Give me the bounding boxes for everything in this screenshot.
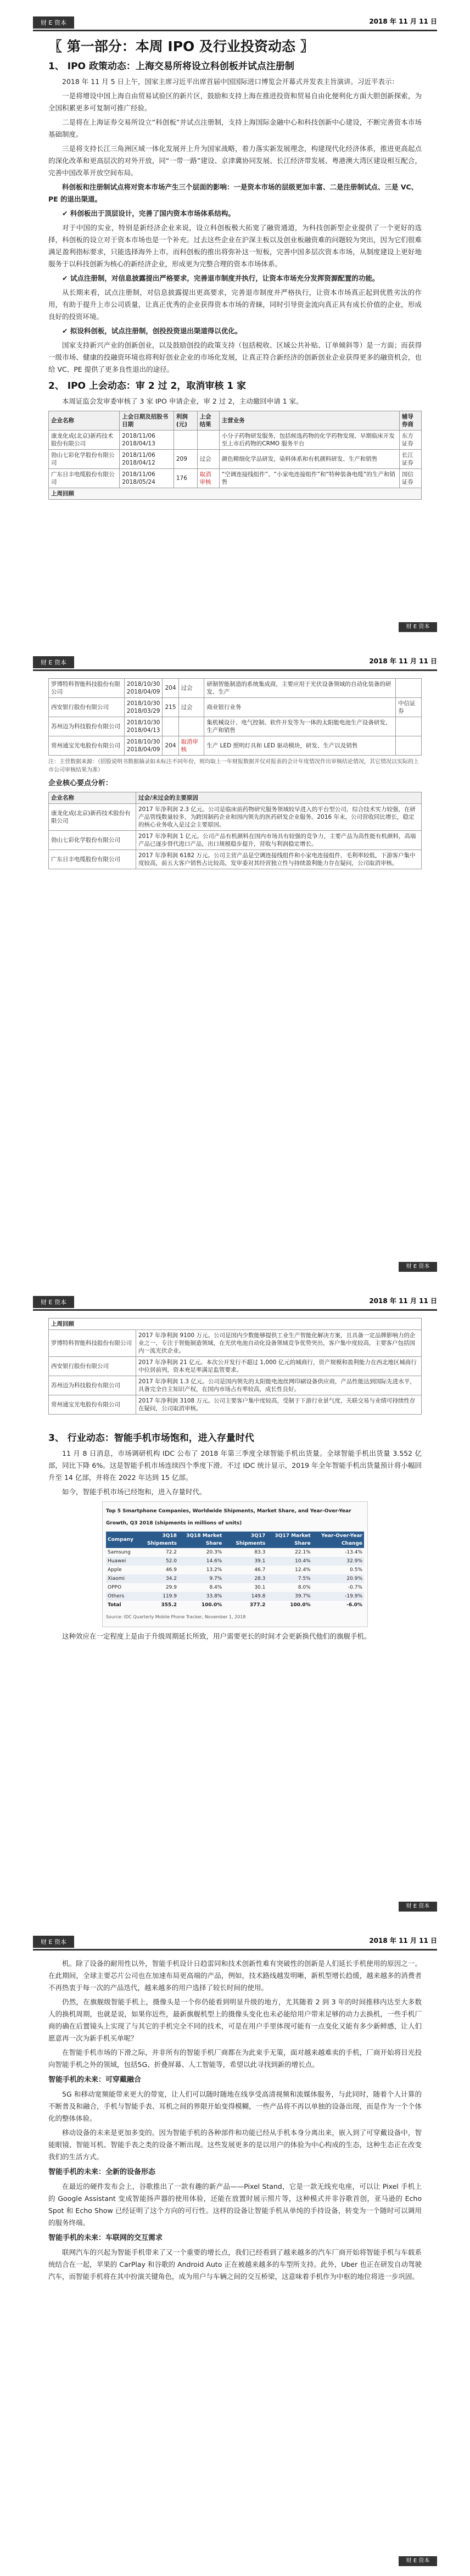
cell-broker bbox=[396, 717, 422, 736]
cell-company: 康龙化成(北京)新药技术股份有限公司 bbox=[49, 804, 136, 831]
table-row bbox=[49, 850, 422, 869]
future-heading: 智能手机的未来：可穿戴融合 bbox=[48, 2076, 142, 2084]
page-footer: 财 E 资本 bbox=[399, 1262, 437, 1272]
page-footer: 财 E 资本 bbox=[399, 2556, 437, 2566]
cell-date: 2018/10/30 2018/04/13 bbox=[124, 717, 163, 736]
policy-paragraph: 从长期来看，试点注册制，对信息披露提出更高要求，完善退市制度并严格执行，让资本市场真正起到优胜劣汰的作用，有助于提升上市公司质量，让真正优秀的企业获得资本市场的青睐，同时引导资金流向真正具有成长价值的企业，形成良好的投资环境。 bbox=[48, 288, 422, 321]
cell: 72.2 bbox=[165, 1550, 177, 1555]
page-4-content bbox=[48, 1958, 422, 2285]
future-heading: 智能手机的未来：车联网的交互需求 bbox=[48, 2234, 163, 2242]
cell: 52.0 bbox=[135, 1557, 178, 1566]
col-header: 上会日期及招股书日期 bbox=[120, 411, 174, 431]
cell-result: 过会 bbox=[197, 450, 219, 469]
table-row bbox=[49, 1376, 422, 1395]
cell: 39.7% bbox=[267, 1592, 312, 1601]
table-row bbox=[49, 717, 422, 736]
policy-paragraph: 对于中国的实业，特别是新经济企业来说，设立科创板极大拓宽了融资通道，为科技创新型企业提供了一个更好的选择，科创板的设立对于资本市场也是一个补充。过去这些企业在沪深主板以及创业板融资难的问题较为突出，因为它们很难满足盈利指标要求，只能选择海外上市。而科创板的推出将弥补这一短板，完善中国多层次资本市场，从制度建设上更好地服务于以科技创新为核心的新经济企业，形成更为完整合理的资本市场体系。 bbox=[48, 223, 422, 268]
cell-name: 罗博特科智能科技股份有限公司 bbox=[49, 679, 125, 698]
cell-profit: 215 bbox=[163, 698, 178, 717]
header-logo: 财 E 资本 bbox=[33, 16, 74, 29]
cell: Samsung bbox=[108, 1550, 131, 1555]
cell-result: 过会 bbox=[178, 679, 204, 698]
ipo-table-2 bbox=[48, 678, 422, 756]
cell-biz: “空调连接线组件”、“小家电连接组件”和“特种装备电缆”的生产和销售 bbox=[219, 469, 399, 488]
cell-broker: 国信证券 bbox=[399, 469, 421, 488]
cell-profit: 176 bbox=[174, 469, 197, 488]
table-row bbox=[49, 1395, 422, 1415]
col-header: 过会/未过会的主要原因 bbox=[136, 792, 422, 804]
idc-source: Source: IDC Quarterly Mobile Phone Tracker, November 1, 2018 bbox=[106, 1614, 246, 1619]
cell: 119.9 bbox=[135, 1592, 178, 1601]
cell: OPPO bbox=[108, 1585, 122, 1590]
industry-paragraph: 机。除了设备的耐用性以外，智能手机设计日趋雷同和技术创新性难有突破性的创新是人们延长手机使用的原因之一。在此期间，全球主要芯片公司也在加速布局更高端的产品，例如，技术路线越发明晰，新机型增长趋缓，越来越多的消费者不再热衷于每一次的产品迭代，越来越多的用户选择了较长时间的使用。 bbox=[48, 1959, 422, 1992]
cell: 29.9 bbox=[165, 1585, 177, 1590]
ipo-table bbox=[48, 411, 422, 500]
industry-paragraph: 移动设备的未来是更加多变的。因为智能手机的各种部件和功能已经从手机本身分离出来，嵌入到了可穿戴设备中，智能眼镜、智能耳机、智能手表之类的设备不断出现。这些发展更多的是以用户的体验为中心构成的生态，这种生态正在改变我们的生活方式。 bbox=[48, 2128, 422, 2161]
ipo-table-continued bbox=[48, 678, 422, 869]
cell: 34.2 bbox=[135, 1574, 178, 1583]
cell: 46.9 bbox=[165, 1567, 177, 1573]
cell-reason: 2017 年净利润 3108 万元。公司主要客户集中度较高，受制于下游行业景气度，关联交易与业绩可持续性存在疑问，公司取消审核。 bbox=[136, 1395, 422, 1415]
cell: 13.2% bbox=[206, 1567, 222, 1573]
cell-profit bbox=[163, 717, 178, 736]
cell-profit: 204 bbox=[163, 736, 178, 756]
industry-paragraph: 11 月 8 日消息，市场调研机构 IDC 公布了 2018 年第三季度全球智能手机出货量。全球智能手机出货量 3.552 亿部，同比下降 6%。这是智能手机市场连续四个季度下滑。不过 IDC 统计显示，2019 年全年智能手机出货量预计将小幅回升至 14 亿部，并将在 2022 年达到 15 亿部。 bbox=[48, 1449, 422, 1482]
cell-date: 2018/10/30 2018/03/29 bbox=[124, 698, 163, 717]
table-row bbox=[49, 1357, 422, 1376]
cell-date: 2018/10/30 2018/04/09 bbox=[124, 736, 163, 756]
policy-point: ✔ 拟设科创板，试点注册制，创投投资退出渠道得以优化。 bbox=[62, 327, 242, 335]
cell: 8.4% bbox=[209, 1585, 222, 1590]
cell-biz: 生产 LED 照明灯具和 LED 驱动模块，研发、生产以及销售 bbox=[204, 736, 396, 756]
header-date: 2018 年 11 月 11 日 bbox=[369, 657, 437, 665]
industry-paragraph: 联网汽车的兴起为智能手机带来了又一个重要的增长点，我们已经看到了越来越多的汽车厂商开始将智能手机与车载系统结合在一起，苹果的 CarPlay 和谷歌的 Android Auto 正在被越来越多的车型所支持。此外，Uber 也正在研发自动驾驶汽车，而智能手机将在其中扮演关键角色，成为用户与车辆之间的交互桥梁，这意味着手机作为中枢的地位将进一步巩固。 bbox=[48, 2248, 422, 2281]
section-1 bbox=[48, 37, 422, 500]
table-row bbox=[106, 1557, 364, 1566]
page-3-content bbox=[48, 1318, 422, 1645]
table-row bbox=[49, 469, 422, 488]
page-footer: 财 E 资本 bbox=[399, 1902, 437, 1912]
page-header bbox=[33, 1935, 437, 1951]
cell-name: 广东日丰电缆股份有限公司 bbox=[49, 469, 120, 488]
table-row bbox=[49, 679, 422, 698]
industry-paragraph: 在智能手机市场的下滑之际，并非所有的智能手机厂商都在为此束手无策，面对越来越难卖的手机，厂商开始将目光投向智能手机之外的领域，包括5G、折叠屏幕、人工智能等，希望以此寻找到新的增长点。 bbox=[48, 2048, 422, 2069]
cell-date: 2018/11/06 2018/04/12 bbox=[120, 450, 174, 469]
cell-profit: 209 bbox=[174, 450, 197, 469]
policy-paragraph: 一是将增设中国上海自由贸易试验区的新片区，鼓励和支持上海在推进投资和贸易自由化便利化方面大胆创新探索，为全国积累更多可复制可推广经验。 bbox=[48, 92, 422, 112]
cell-date: 2018/11/06 2018/05/24 bbox=[120, 469, 174, 488]
cell-result: 过会 bbox=[178, 698, 204, 717]
industry-heading: 3、 行业动态：智能手机市场饱和，进入存量时代 bbox=[48, 1433, 254, 1444]
idc-table-title: Top 5 Smartphone Companies, Worldwide Shipments, Market Share, and Year-Over-Year Growth, Q3 2018 (shipments in millions of units) bbox=[106, 1508, 351, 1526]
page-header bbox=[33, 655, 437, 671]
cell-profit bbox=[174, 431, 197, 450]
cell: Total bbox=[108, 1602, 121, 1608]
cell: 30.1 bbox=[254, 1585, 266, 1590]
cell: 100.0% bbox=[290, 1602, 311, 1608]
col-header: 辅导券商 bbox=[399, 411, 421, 431]
policy-point: ✔ 试点注册制，对信息披露提出严格要求，完善退市制度并执行，让资本市场充分发挥资源配置的功能。 bbox=[62, 274, 379, 282]
policy-summary: 科创板和注册制试点将对资本市场产生三个层面的影响：一是资本市场的层级更加丰富、二是注册制试点、三是 VC、PE 的退出渠道。 bbox=[48, 183, 418, 203]
header-date: 2018 年 11 月 11 日 bbox=[369, 18, 437, 25]
cell: 10.4% bbox=[267, 1557, 312, 1566]
cell: 22.1% bbox=[295, 1550, 311, 1555]
cell: 83.3 bbox=[254, 1550, 266, 1555]
cell-broker bbox=[396, 736, 422, 756]
cell: 9.7% bbox=[178, 1574, 223, 1583]
cell: Apple bbox=[108, 1567, 122, 1573]
group-label: 上周回顾 bbox=[49, 488, 422, 500]
col-header: 企业名称 bbox=[49, 792, 136, 804]
table-row bbox=[49, 698, 422, 717]
cell-broker bbox=[396, 679, 422, 698]
table-row bbox=[106, 1592, 364, 1601]
cell-result bbox=[178, 717, 204, 736]
policy-paragraph: 二是将在上海证券交易所设立“科创板”并试点注册制，支持上海国际金融中心和科技创新中心建设，不断完善资本市场基础制度。 bbox=[48, 118, 422, 138]
col-header: 利润(元) bbox=[174, 411, 197, 431]
table-row bbox=[106, 1566, 364, 1574]
ipo-summary: 本周证监会发审委审核了 3 家 IPO 申请企业，审 2 过 2，主动撤回申请 1 家。 bbox=[62, 397, 303, 405]
cell-reason: 2017 年净利润 1.3 亿元。公司是国内领先的太阳能电池丝网印刷设备供应商，产品性能达到国际先进水平，具备完全自主知识产权，在国内市场占有率较高，成长性良好。 bbox=[136, 1376, 422, 1395]
cell: 100.0% bbox=[201, 1602, 222, 1608]
col-header: 上会结果 bbox=[197, 411, 219, 431]
section-title: 〖 第一部分：本周 IPO 及行业投资动态 〗 bbox=[48, 38, 314, 54]
cell-date: 2018/11/06 2018/04/13 bbox=[120, 431, 174, 450]
cell: Xiaomi bbox=[106, 1574, 135, 1583]
cell-name: 勃山七彩化学股份有限公司 bbox=[49, 450, 120, 469]
page-4 bbox=[0, 1919, 470, 2576]
cell: Others bbox=[106, 1592, 135, 1601]
group-row bbox=[49, 1318, 422, 1330]
industry-paragraph: 在最近的硬件发布会上，谷歌推出了一款有趣的新产品——Pixel Stand，它是一款无线充电座，可以让 Pixel 手机上的 Google Assistant 变成智能扬声器的使用体验，还能在放置时展示照片等，这种模式并非谷歌首创，亚马逊的 Echo Spot 和 Echo Show 已经证明了这个方向的可行性。这样的设备让智能手机从单纯的手持设备，转变为一个随时可以调用的服务终端。 bbox=[48, 2182, 422, 2227]
table-row bbox=[49, 431, 422, 450]
table-note: 注：主营数据来源：（招股说明书数据摘录如未标注不同年份，则均取上一年财报数据并仅对报表的会计年度情况作出审核结论情况，其它情况以实际的上市公司审核结果为准） bbox=[48, 759, 419, 773]
cell-result bbox=[197, 431, 219, 450]
cell: 46.7 bbox=[254, 1567, 266, 1573]
cell: 39.1 bbox=[223, 1557, 267, 1566]
policy-paragraph: 三是将支持长江三角洲区域一体化发展并上升为国家战略，着力落实新发展理念，构建现代化经济体系，推进更高起点的深化改革和更高层次的对外开放，同“一带一路”建设、京津冀协同发展、长江经济带发展、粤港澳大湾区建设相互配合，完善中国改革开放空间布局。 bbox=[48, 144, 422, 177]
cell: -6.0% bbox=[346, 1602, 362, 1608]
cell: 20.9% bbox=[312, 1574, 364, 1583]
cell-reason: 2017 年净利润 2.3 亿元。公司是临床前药物研究服务领域较早进入的平台型公司，综合技术实力较强，在研产品管线数量较多，为跨国制药企业和国内领先的医药研发企业服务。2016 年末，公司营收同比增长，稳定的核心业务收入是过会主要原因。 bbox=[136, 804, 422, 831]
cell: 20.3% bbox=[206, 1550, 222, 1555]
page-2 bbox=[0, 640, 470, 1279]
cell-biz: 小分子药物研发服务，包括候选药物的化学药物发现、早期临床开发至上市后药物的CRMO 服务平台 bbox=[219, 431, 399, 450]
future-heading: 智能手机的未来：全新的设备形态 bbox=[48, 2168, 156, 2176]
cell-biz: 研制智能制造的系统集成商，主要应用于光伏设备领域的自动化装备的研发、生产 bbox=[204, 679, 396, 698]
cell-result: 取消审核 bbox=[178, 736, 204, 756]
cell-reason: 2017 年净利润 21 亿元。本次公开发行不超过 1,000 亿元的城商行，资产规模和盈利能力在西北地区城商行中位居前列，资本充足率满足监管要求。 bbox=[136, 1357, 422, 1376]
cell-company: 常州通宝光电股份有限公司 bbox=[49, 1395, 136, 1415]
cell: 12.4% bbox=[295, 1567, 311, 1573]
ipo-meeting-heading: 2、 IPO 上会动态：审 2 过 2，取消审核 1 家 bbox=[48, 381, 246, 392]
cell: -13.4% bbox=[345, 1550, 362, 1555]
cell-reason: 2017 年净利润 9100 万元。公司是国内少数能够提供工业生产智能化解决方案，且具备一定品牌影响力的企业之一，专注于智能制造领域，在光伏电池自动化设备领域竞争优势突出，客户集中度较高，主要客户包括国内一流光伏企业。 bbox=[136, 1330, 422, 1357]
cell-biz: 商业银行业务 bbox=[204, 698, 396, 717]
analysis-table bbox=[48, 792, 422, 869]
cell: -0.7% bbox=[348, 1585, 362, 1590]
cell-reason: 2017 年净利润 1 亿元。公司产品有机颜料在国内市场具有较强的竞争力，主要产品为高性能有机颜料，高端产品已逐步替代进口产品，出口规模稳步提升，营收与利润稳定增长。 bbox=[136, 831, 422, 850]
col-header: Company bbox=[106, 1532, 135, 1548]
cell: -19.9% bbox=[312, 1592, 364, 1601]
industry-paragraph: 5G 和移动宽频能带来更大的带宽，让人们可以随时随地在线享受高清视频和流媒体服务，与此同时，随着个人计算的不断普及和融合，手机与智能手表、耳机之间的界限开始变得模糊，一些产品将不再以单独的设备出现，而是作为一个个体化的整体体验。 bbox=[48, 2090, 422, 2122]
header-date: 2018 年 11 月 11 日 bbox=[369, 1937, 437, 1944]
table-row bbox=[49, 450, 422, 469]
cell: Huawei bbox=[106, 1557, 135, 1566]
cell: 149.8 bbox=[223, 1592, 267, 1601]
policy-paragraph: 国家支持新兴产业的创新创业，以及鼓励创投的政策支持（包括税收、区域公共补贴、订单倾斜等）是一方面；而获得一级市场、健康的投融资环境也将利好创业企业的市场化发展，让真正符合新经济的创新创业企业获得更多的融资机会，也给 VC、PE 提供了更多良性退出的途径。 bbox=[48, 341, 422, 373]
cell-name: 康龙化成(北京)新药技术股份有限公司 bbox=[49, 431, 120, 450]
page-header bbox=[33, 1295, 437, 1311]
table-row bbox=[49, 804, 422, 831]
cell-broker: 中信证券 bbox=[396, 698, 422, 717]
analysis-table-2 bbox=[48, 1318, 422, 1415]
header-logo: 财 E 资本 bbox=[33, 1936, 74, 1948]
cell: 33.8% bbox=[178, 1592, 223, 1601]
cell-broker: 长江证券 bbox=[399, 450, 421, 469]
table-row bbox=[49, 831, 422, 850]
header-logo: 财 E 资本 bbox=[33, 656, 74, 668]
cell: 28.3 bbox=[223, 1574, 267, 1583]
policy-point: ✔ 科创板出于顶层设计，完善了国内资本市场体系结构。 bbox=[62, 209, 235, 217]
col-header: 3Q17 Market Share bbox=[267, 1532, 312, 1548]
col-header: 主营业务 bbox=[219, 411, 399, 431]
industry-paragraph: 如今，智能手机市场已经饱和，进入存量时代。 bbox=[62, 1488, 206, 1496]
cell-name: 西安银行股份有限公司 bbox=[49, 698, 125, 717]
cell-company: 苏州迈为科技股份有限公司 bbox=[49, 1376, 136, 1395]
cell-biz: 颜色精细化学品研发，染料体系和有机颜料研发、生产和销售 bbox=[219, 450, 399, 469]
cell-company: 广东日丰电缆股份有限公司 bbox=[49, 850, 136, 869]
cell-result: 取消审核 bbox=[197, 469, 219, 488]
page-1 bbox=[0, 0, 470, 640]
analysis-title: 企业核心要点分析： bbox=[48, 779, 113, 787]
group-label: 上周回顾 bbox=[49, 1318, 422, 1330]
idc-shipments-table bbox=[102, 1501, 368, 1627]
col-header: 企业名称 bbox=[49, 411, 120, 431]
col-header: Year-Over-Year Change bbox=[312, 1532, 364, 1548]
cell: 32.9% bbox=[312, 1557, 364, 1566]
cell-reason: 2017 年净利润 6182 万元。公司主营产品是空调连接线组件和小家电连接组件，毛利率较低，下游客户集中度较高，前五大客户销售占比较高，发审委对其经营独立性与持续盈利能力存在疑问，公司取消审核。 bbox=[136, 850, 422, 869]
table-row bbox=[106, 1574, 364, 1583]
cell-biz: 集机械设计、电气控制、软件开发等为一体的太阳能电池生产设备研发、生产和销售 bbox=[204, 717, 396, 736]
group-row bbox=[49, 488, 422, 500]
cell: 377.2 bbox=[249, 1602, 266, 1608]
ipo-policy-heading: 1、 IPO 政策动态：上海交易所将设立科创板并试点注册制 bbox=[48, 61, 294, 72]
cell: 7.5% bbox=[267, 1574, 312, 1583]
cell-company: 勃山七彩化学股份有限公司 bbox=[49, 831, 136, 850]
header-logo: 财 E 资本 bbox=[33, 1296, 74, 1308]
cell-date: 2018/10/30 2018/04/09 bbox=[124, 679, 163, 698]
page-footer: 财 E 资本 bbox=[399, 622, 437, 632]
industry-paragraph: 仍然，在旗舰级智能手机上，摄像头是一个你仍能看到明显升级的地方，尤其随着 2 到 3 年的时间推移内达至大多数人的换机周期，也就是说，如果你近些，最新旗舰机型上的摄像头变化也未必能给用户带来足够的动力去换机，一些手机厂商的确在后置镜头上实现了与其它的手机完全不同的技术，可是在用户手里体现可能有一点变化又能有多少新鲜感，让人们愿意再一次为新手机买单呢？ bbox=[48, 1998, 422, 2042]
table-row bbox=[106, 1583, 364, 1592]
cell-company: 西安银行股份有限公司 bbox=[49, 1357, 136, 1376]
cell: 0.5% bbox=[350, 1567, 362, 1573]
table-row bbox=[49, 1330, 422, 1357]
cell-company: 罗博特科智能科技股份有限公司 bbox=[49, 1330, 136, 1357]
cell: 8.0% bbox=[298, 1585, 311, 1590]
page-3 bbox=[0, 1279, 470, 1919]
header-date: 2018 年 11 月 11 日 bbox=[369, 1297, 437, 1305]
cell: 355.2 bbox=[161, 1602, 177, 1608]
page-header bbox=[33, 15, 437, 31]
cell-broker: 东方证券 bbox=[399, 431, 421, 450]
policy-paragraph: 2018 年 11 月 5 日上午，国家主席习近平出席首届中国国际进口博览会开幕式并发表主旨演讲。习近平表示： bbox=[62, 77, 399, 86]
industry-paragraph: 这种效应在一定程度上是由于升级周期延长所致，用户需要更长的时间才会更新换代他们的旗舰手机。 bbox=[62, 1632, 371, 1640]
cell: 14.6% bbox=[178, 1557, 223, 1566]
cell-profit: 204 bbox=[163, 679, 178, 698]
table-row bbox=[106, 1548, 364, 1557]
table-row bbox=[49, 736, 422, 756]
col-header: 3Q18 Shipments bbox=[135, 1532, 178, 1548]
cell-name: 苏州迈为科技股份有限公司 bbox=[49, 717, 125, 736]
col-header: 3Q17 Shipments bbox=[223, 1532, 267, 1548]
table-row bbox=[106, 1601, 364, 1610]
col-header: 3Q18 Market Share bbox=[178, 1532, 223, 1548]
cell-name: 常州通宝光电股份有限公司 bbox=[49, 736, 125, 756]
